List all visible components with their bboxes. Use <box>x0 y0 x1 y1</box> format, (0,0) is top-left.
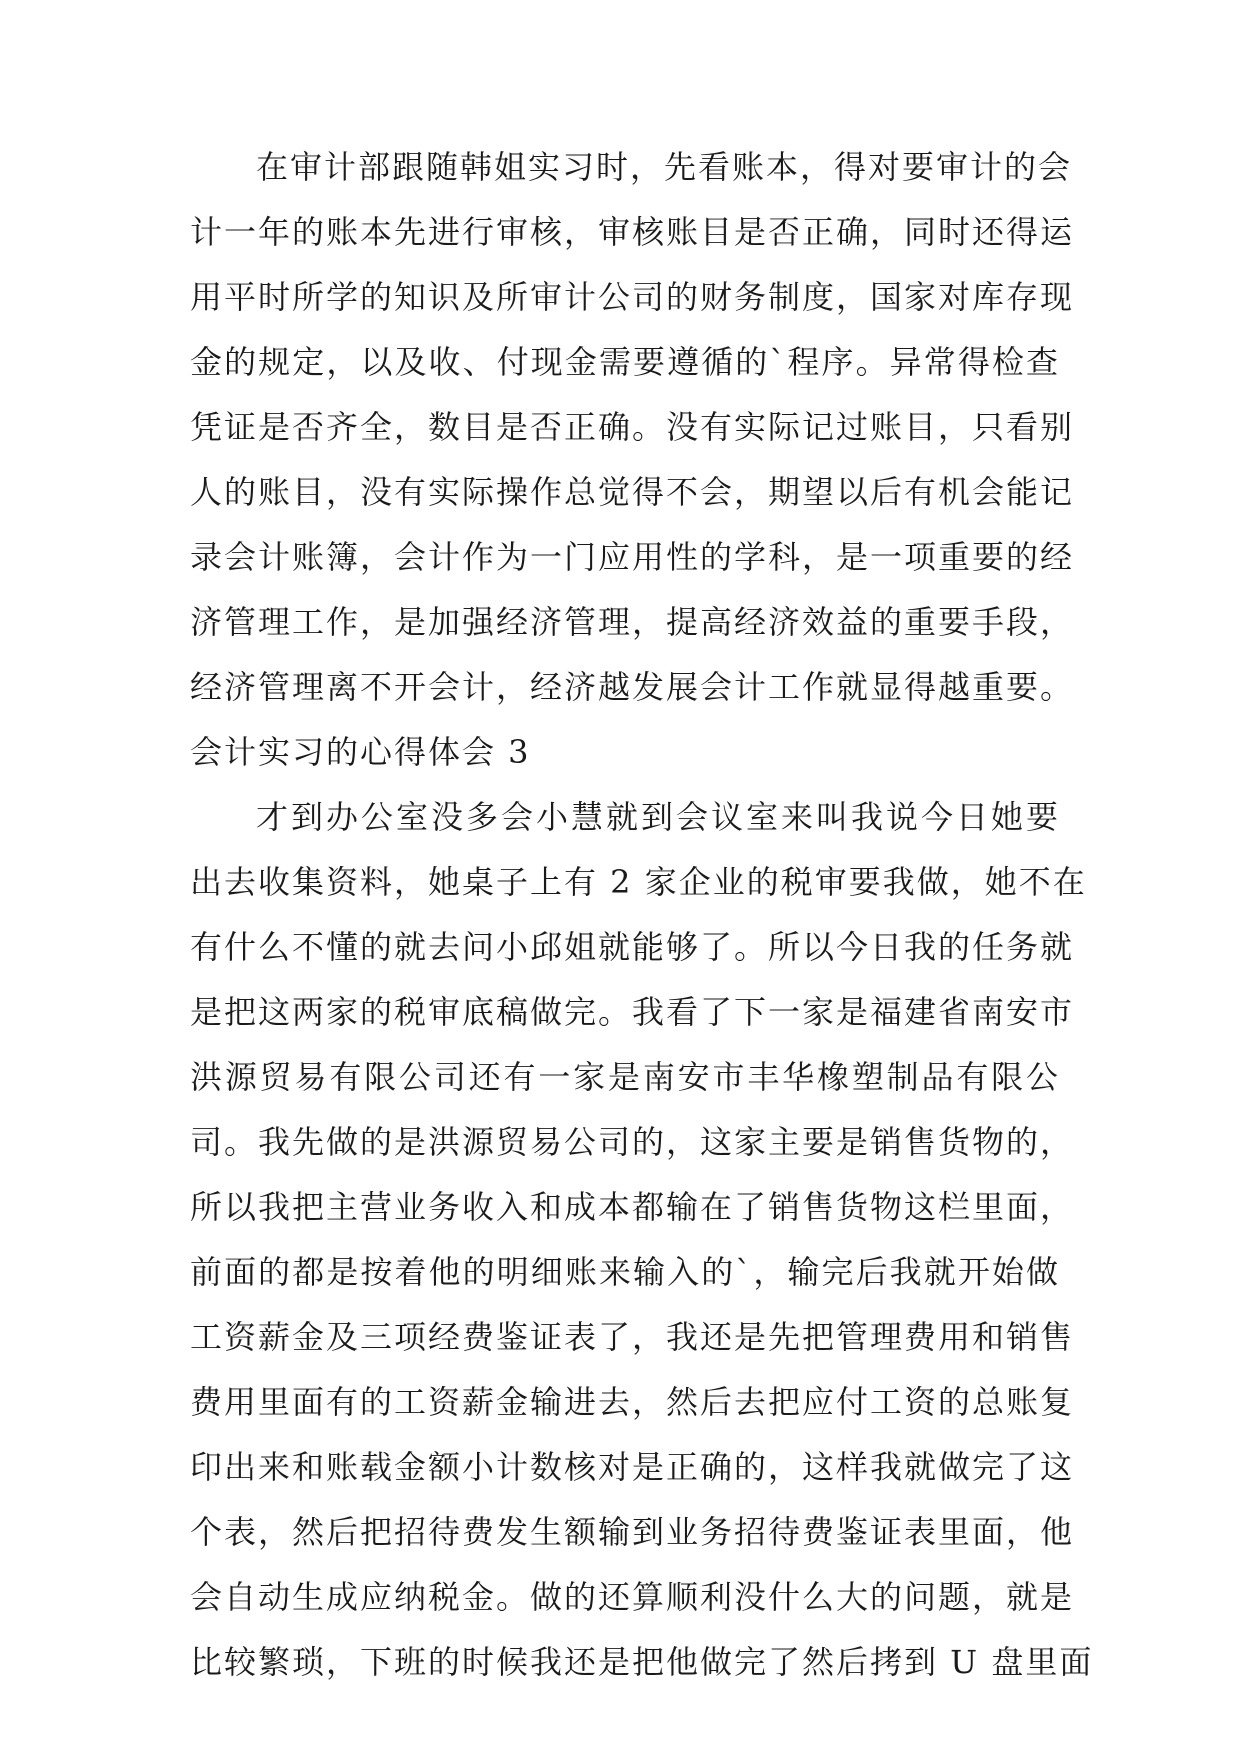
paragraph-line: 出去收集资料，她桌子上有 2 家企业的税审要我做，她不在 <box>190 863 1087 901</box>
paragraph-line: 有什么不懂的就去问小邱姐就能够了。所以今日我的任务就 <box>190 928 1075 966</box>
paragraph-line: 在审计部跟随韩姐实习时，先看账本，得对要审计的会 <box>256 148 1073 186</box>
paragraph-line: 所以我把主营业务收入和成本都输在了销售货物这栏里面， <box>190 1188 1075 1226</box>
document-body <box>190 135 1094 1695</box>
paragraph-line: 费用里面有的工资薪金输进去，然后去把应付工资的总账复 <box>190 1383 1075 1421</box>
paragraph-line: 比较繁琐，下班的时候我还是把他做完了然后拷到 U 盘里面 <box>190 1643 1094 1681</box>
paragraph-line: 经济管理离不开会计，经济越发展会计工作就显得越重要。 <box>190 668 1075 706</box>
paragraph-line: 才到办公室没多会小慧就到会议室来叫我说今日她要 <box>256 798 1060 836</box>
paragraph-line: 济管理工作，是加强经济管理，提高经济效益的重要手段， <box>190 603 1075 641</box>
paragraph-line: 是把这两家的税审底稿做完。我看了下一家是福建省南安市 <box>190 993 1075 1031</box>
paragraph-line: 印出来和账载金额小计数核对是正确的，这样我就做完了这 <box>190 1448 1075 1486</box>
paragraph-line: 前面的都是按着他的明细账来输入的`，输完后我就开始做 <box>190 1253 1060 1291</box>
paragraph-line: 洪源贸易有限公司还有一家是南安市丰华橡塑制品有限公 <box>190 1058 1060 1096</box>
paragraph-line: 金的规定，以及收、付现金需要遵循的`程序。异常得检查 <box>190 343 1060 381</box>
paragraph-line: 用平时所学的知识及所审计公司的财务制度，国家对库存现 <box>190 278 1075 316</box>
paragraph-line: 录会计账簿，会计作为一门应用性的学科，是一项重要的经 <box>190 538 1075 576</box>
paragraph-line: 个表，然后把招待费发生额输到业务招待费鉴证表里面，他 <box>190 1513 1075 1551</box>
paragraph-line: 工资薪金及三项经费鉴证表了，我还是先把管理费用和销售 <box>190 1318 1075 1356</box>
paragraph-line: 计一年的账本先进行审核，审核账目是否正确，同时还得运 <box>190 213 1075 251</box>
paragraph-line: 司。我先做的是洪源贸易公司的，这家主要是销售货物的， <box>190 1123 1075 1161</box>
paragraph-line: 凭证是否齐全，数目是否正确。没有实际记过账目，只看别 <box>190 408 1075 446</box>
section-heading: 会计实习的心得体会 3 <box>190 733 531 771</box>
paragraph-line: 人的账目，没有实际操作总觉得不会，期望以后有机会能记 <box>190 473 1075 511</box>
paragraph-line: 会自动生成应纳税金。做的还算顺利没什么大的问题，就是 <box>190 1578 1075 1616</box>
